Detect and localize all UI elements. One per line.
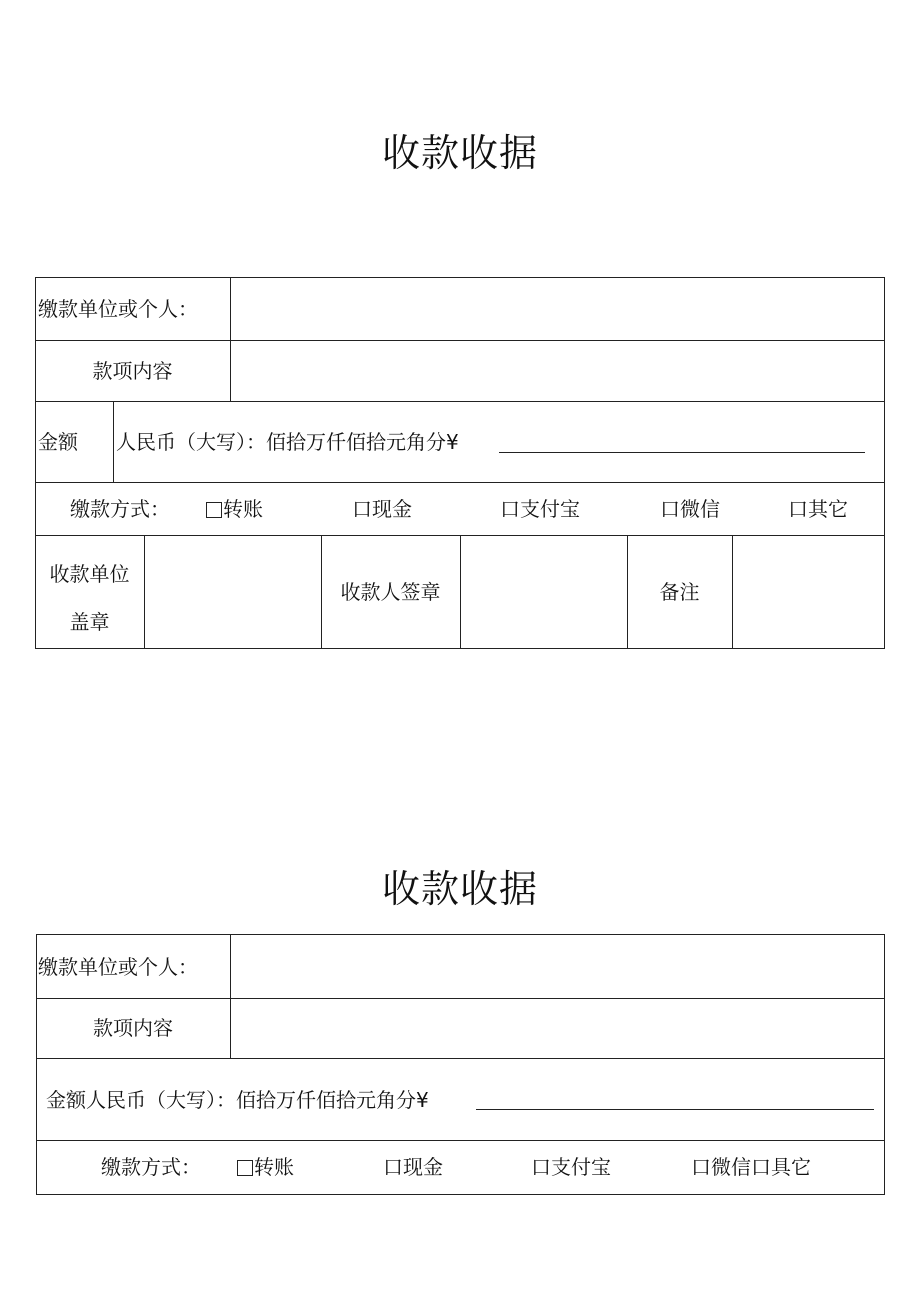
receipt-2-title: 收款收据 — [381, 867, 538, 911]
row-divider — [35, 482, 885, 483]
payer-field[interactable] — [232, 936, 883, 997]
method-transfer-option[interactable] — [206, 497, 263, 521]
amount-text: 人民币（大写）：佰拾万仟佰拾元角分¥ — [116, 430, 459, 454]
payee-sign-field[interactable] — [462, 537, 626, 647]
col-divider — [230, 934, 231, 1058]
unit-seal-field[interactable] — [146, 537, 320, 647]
checkbox-mark[interactable]: 口 — [691, 1155, 711, 1179]
method-wechat-option[interactable] — [660, 497, 720, 521]
col-divider — [230, 277, 231, 401]
method-label: 缴款方式： — [70, 497, 170, 521]
item-field[interactable] — [232, 342, 883, 400]
row-divider — [35, 401, 885, 402]
col-divider — [144, 535, 145, 649]
method-alipay-label: 支付宝 — [520, 497, 580, 521]
item-label: 款项内容 — [92, 359, 173, 383]
payer-label: 缴款单位或个人： — [38, 297, 198, 321]
col-divider — [460, 535, 461, 649]
item-field[interactable] — [232, 1000, 883, 1057]
method-label: 缴款方式： — [101, 1155, 201, 1179]
checkbox-mark[interactable]: 口 — [531, 1155, 551, 1179]
unit-seal-label-line2: 盖章 — [69, 610, 110, 634]
amount-underline[interactable] — [499, 452, 865, 453]
checkbox-icon[interactable] — [237, 1160, 253, 1176]
method-wechat-other-label: 微信口具它 — [711, 1155, 811, 1179]
payer-label: 缴款单位或个人： — [38, 955, 198, 979]
checkbox-icon[interactable] — [206, 502, 222, 518]
method-other-option[interactable] — [788, 497, 848, 521]
method-transfer-option[interactable] — [237, 1155, 294, 1179]
checkbox-mark[interactable]: 口 — [788, 497, 808, 521]
method-alipay-option[interactable] — [531, 1155, 611, 1179]
remark-label: 备注 — [659, 580, 700, 604]
checkbox-mark[interactable]: 口 — [660, 497, 680, 521]
row-divider — [36, 998, 885, 999]
col-divider — [113, 401, 114, 482]
method-alipay-label: 支付宝 — [551, 1155, 611, 1179]
item-label: 款项内容 — [93, 1016, 173, 1040]
method-cash-option[interactable] — [352, 497, 412, 521]
amount-underline[interactable] — [476, 1109, 874, 1110]
checkbox-mark[interactable]: 口 — [352, 497, 372, 521]
method-alipay-option[interactable] — [500, 497, 580, 521]
row-divider — [36, 1058, 885, 1059]
unit-seal-label-line1: 收款单位 — [49, 562, 130, 586]
method-cash-option[interactable] — [383, 1155, 443, 1179]
payee-sign-label: 收款人签章 — [340, 580, 441, 604]
method-cash-label: 现金 — [372, 497, 412, 521]
method-wechat-other-option[interactable] — [691, 1155, 811, 1179]
row-divider — [35, 340, 885, 341]
method-other-label: 其它 — [808, 497, 848, 521]
method-wechat-label: 微信 — [680, 497, 720, 521]
receipt-1-title: 收款收据 — [381, 131, 538, 175]
checkbox-mark[interactable]: 口 — [500, 497, 520, 521]
method-cash-label: 现金 — [403, 1155, 443, 1179]
row-divider — [36, 1140, 885, 1141]
method-transfer-label: 转账 — [254, 1155, 294, 1179]
amount-label: 金额 — [38, 430, 78, 454]
remark-field[interactable] — [734, 537, 884, 647]
payer-field[interactable] — [232, 279, 883, 339]
amount-text: 金额人民币（大写）：佰拾万仟佰拾元角分¥ — [46, 1088, 429, 1112]
col-divider — [732, 535, 733, 649]
method-transfer-label: 转账 — [223, 497, 263, 521]
checkbox-mark[interactable]: 口 — [383, 1155, 403, 1179]
